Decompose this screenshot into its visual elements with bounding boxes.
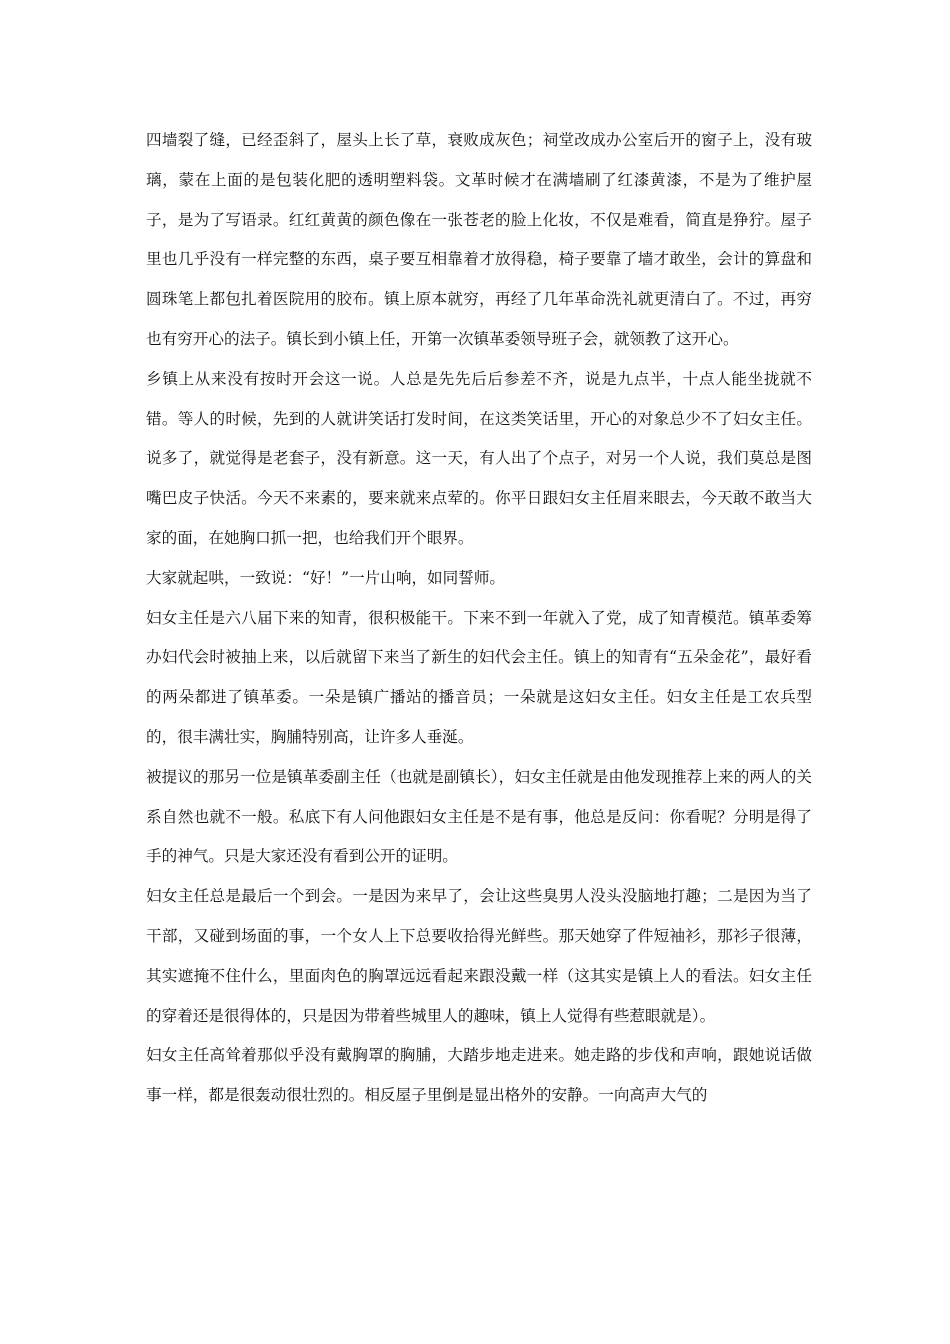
paragraph: 四墙裂了缝，已经歪斜了，屋头上长了草，衰败成灰色；祠堂改成办公室后开的窗子上，没有玻璃，蒙在上面的是包装化肥的透明塑料袋。文革时候才在满墙刷了红漆黄漆，不是为了维护屋子，是为了写语录。红红黄黄的颜色像在一张苍老的脸上化妆，不仅是难看，简直是狰狞。屋子里也几乎没有一样完整的东西，桌子要互相靠着才放得稳，椅子要靠了墙才敢坐，会计的算盘和圆珠笔上都包扎着医院用的胶布。镇上原本就穷，再经了几年革命洗礼就更清白了。不过，再穷也有穷开心的法子。镇长到小镇上任，开第一次镇革委领导班子会，就领教了这开心。 <box>146 131 812 348</box>
paragraph: 被提议的那另一位是镇革委副主任（也就是副镇长），妇女主任就是由他发现推荐上来的两人的关系自然也就不一般。私底下有人问他跟妇女主任是不是有事，他总是反问：你看呢？分明是得了手的神气。只是大家还没有看到公开的证明。 <box>146 767 812 866</box>
paragraph: 妇女主任是六八届下来的知青，很积极能干。下来不到一年就入了党，成了知青模范。镇革委筹办妇代会时被抽上来，以后就留下来当了新生的妇代会主任。镇上的知青有“五朵金花”，最好看的两朵都进了镇革委。一朵是镇广播站的播音员；一朵就是这妇女主任。妇女主任是工农兵型的，很丰满壮实，胸脯特别高，让许多人垂涎。 <box>146 608 812 746</box>
paragraph: 妇女主任高耸着那似乎没有戴胸罩的胸脯，大踏步地走进来。她走路的步伐和声响，跟她说话做事一样，都是很轰动很壮烈的。相反屋子里倒是显出格外的安静。一向高声大气的 <box>146 1046 812 1105</box>
paragraph: 妇女主任总是最后一个到会。一是因为来早了，会让这些臭男人没头没脑地打趣；二是因为当了干部，又碰到场面的事，一个女人上下总要收拾得光鲜些。那天她穿了件短袖衫，那衫子很薄，其实遮掩不住什么，里面肉色的胸罩远远看起来跟没戴一样（这其实是镇上人的看法。妇女主任的穿着还是很得体的，只是因为带着些城里人的趣味，镇上人觉得有些惹眼就是）。 <box>146 887 812 1025</box>
paragraph: 乡镇上从来没有按时开会这一说。人总是先先后后参差不齐，说是九点半，十点人能坐拢就不错。等人的时候，先到的人就讲笑话打发时间，在这类笑话里，开心的对象总少不了妇女主任。说多了，就觉得是老套子，没有新意。这一天，有人出了个点子，对另一个人说，我们莫总是图嘴巴皮子快活。今天不来素的，要来就来点荤的。你平日跟妇女主任眉来眼去，今天敢不敢当大家的面，在她胸口抓一把，也给我们开个眼界。 <box>146 369 812 547</box>
paragraph: 大家就起哄，一致说：“好！”一片山响，如同誓师。 <box>146 568 506 587</box>
document-body <box>146 121 812 1116</box>
